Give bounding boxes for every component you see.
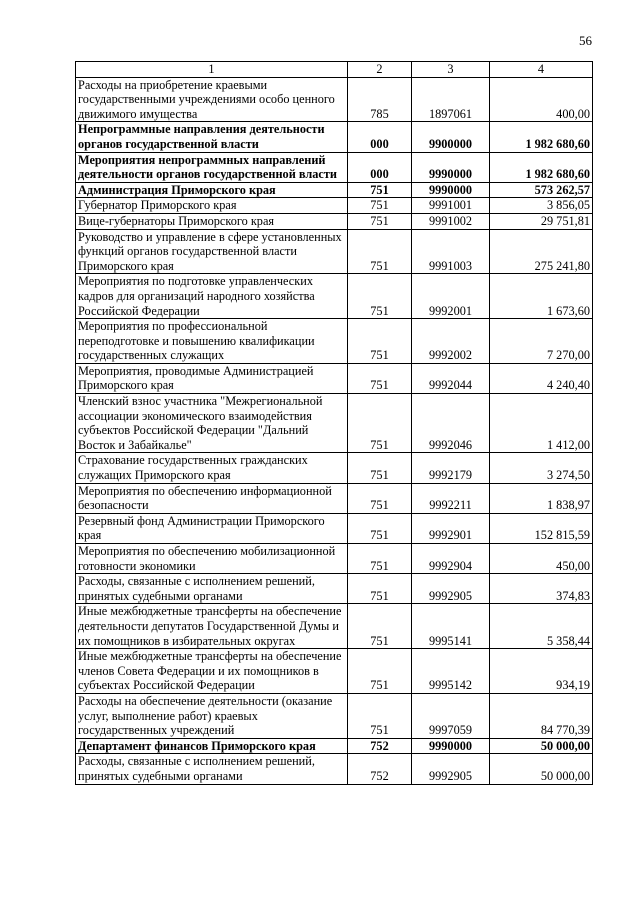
- row-name-cell: Резервный фонд Администрации Приморского края: [76, 513, 348, 543]
- row-ministry-code-cell: 751: [348, 319, 412, 364]
- row-amount-cell: 400,00: [490, 77, 593, 122]
- table-row: [76, 453, 593, 483]
- row-article-code-cell: 9900000: [412, 122, 490, 152]
- row-article-code-cell: 9995142: [412, 649, 490, 694]
- row-article-code-cell: 9992044: [412, 363, 490, 393]
- row-name-cell: Вице-губернаторы Приморского края: [76, 213, 348, 229]
- row-article-code-cell: 1897061: [412, 77, 490, 122]
- row-amount-cell: 573 262,57: [490, 182, 593, 198]
- row-article-code-cell: 9992905: [412, 574, 490, 604]
- table-row: [76, 513, 593, 543]
- row-amount-cell: 50 000,00: [490, 754, 593, 784]
- row-amount-cell: 1 838,97: [490, 483, 593, 513]
- table-row: [76, 213, 593, 229]
- row-amount-cell: 29 751,81: [490, 213, 593, 229]
- table-row: [76, 198, 593, 214]
- row-ministry-code-cell: 751: [348, 213, 412, 229]
- row-name-cell: Членский взнос участника "Межрегиональной ассоциации экономического взаимодействия субъектов Российской Федерации "Дальний Восток и Забайкалье": [76, 394, 348, 453]
- table-row: [76, 229, 593, 274]
- row-name-cell: Администрация Приморского края: [76, 182, 348, 198]
- row-amount-cell: 1 982 680,60: [490, 152, 593, 182]
- table-row: [76, 77, 593, 122]
- table-row: [76, 693, 593, 738]
- row-amount-cell: 7 270,00: [490, 319, 593, 364]
- row-name-cell: Департамент финансов Приморского края: [76, 738, 348, 754]
- row-ministry-code-cell: 751: [348, 182, 412, 198]
- row-name-cell: Расходы, связанные с исполнением решений, принятых судебными органами: [76, 574, 348, 604]
- row-ministry-code-cell: 751: [348, 693, 412, 738]
- row-article-code-cell: 9990000: [412, 738, 490, 754]
- table-row: [76, 754, 593, 784]
- row-article-code-cell: 9992905: [412, 754, 490, 784]
- row-name-cell: Иные межбюджетные трансферты на обеспечение членов Совета Федерации и их помощников в субъектах Российской Федерации: [76, 649, 348, 694]
- row-amount-cell: 3 274,50: [490, 453, 593, 483]
- row-amount-cell: 84 770,39: [490, 693, 593, 738]
- row-article-code-cell: 9992001: [412, 274, 490, 319]
- row-ministry-code-cell: 751: [348, 229, 412, 274]
- row-article-code-cell: 9992002: [412, 319, 490, 364]
- row-name-cell: Губернатор Приморского края: [76, 198, 348, 214]
- row-article-code-cell: 9995141: [412, 604, 490, 649]
- table-row: [76, 394, 593, 453]
- row-article-code-cell: 9991003: [412, 229, 490, 274]
- table-row: [76, 122, 593, 152]
- row-name-cell: Страхование государственных гражданских служащих Приморского края: [76, 453, 348, 483]
- row-article-code-cell: 9992046: [412, 394, 490, 453]
- row-amount-cell: 50 000,00: [490, 738, 593, 754]
- row-name-cell: Мероприятия по профессиональной переподготовке и повышению квалификации государственных служащих: [76, 319, 348, 364]
- row-article-code-cell: 9990000: [412, 152, 490, 182]
- row-amount-cell: 5 358,44: [490, 604, 593, 649]
- table-row: [76, 363, 593, 393]
- row-article-code-cell: 9992179: [412, 453, 490, 483]
- row-ministry-code-cell: 751: [348, 394, 412, 453]
- row-name-cell: Мероприятия по подготовке управленческих кадров для организаций народного хозяйства Российской Федерации: [76, 274, 348, 319]
- table-row: [76, 319, 593, 364]
- row-ministry-code-cell: 751: [348, 453, 412, 483]
- row-amount-cell: 450,00: [490, 544, 593, 574]
- table-row: [76, 574, 593, 604]
- table-row: [76, 544, 593, 574]
- table-row: [76, 152, 593, 182]
- row-article-code-cell: 9991002: [412, 213, 490, 229]
- row-ministry-code-cell: 751: [348, 574, 412, 604]
- row-name-cell: Расходы, связанные с исполнением решений, принятых судебными органами: [76, 754, 348, 784]
- row-ministry-code-cell: 751: [348, 649, 412, 694]
- row-name-cell: Расходы на приобретение краевыми государственными учреждениями особо ценного движимого имущества: [76, 77, 348, 122]
- table-row: [76, 604, 593, 649]
- table-row: [76, 738, 593, 754]
- row-ministry-code-cell: 751: [348, 363, 412, 393]
- row-name-cell: Непрограммные направления деятельности органов государственной власти: [76, 122, 348, 152]
- row-ministry-code-cell: 752: [348, 754, 412, 784]
- row-article-code-cell: 9997059: [412, 693, 490, 738]
- row-ministry-code-cell: 751: [348, 274, 412, 319]
- row-ministry-code-cell: 751: [348, 544, 412, 574]
- row-ministry-code-cell: 785: [348, 77, 412, 122]
- row-name-cell: Мероприятия непрограммных направлений деятельности органов государственной власти: [76, 152, 348, 182]
- column-header-name: 1: [76, 62, 348, 78]
- table-row: [76, 274, 593, 319]
- row-ministry-code-cell: 000: [348, 122, 412, 152]
- row-article-code-cell: 9990000: [412, 182, 490, 198]
- row-name-cell: Руководство и управление в сфере установленных функций органов государственной власти Приморского края: [76, 229, 348, 274]
- row-article-code-cell: 9992901: [412, 513, 490, 543]
- table-row: [76, 483, 593, 513]
- row-name-cell: Мероприятия по обеспечению мобилизационной готовности экономики: [76, 544, 348, 574]
- row-ministry-code-cell: 751: [348, 483, 412, 513]
- column-header-amount: 4: [490, 62, 593, 78]
- row-ministry-code-cell: 751: [348, 604, 412, 649]
- row-name-cell: Иные межбюджетные трансферты на обеспечение деятельности депутатов Государственной Думы и их помощников в избирательных округах: [76, 604, 348, 649]
- row-article-code-cell: 9992904: [412, 544, 490, 574]
- row-amount-cell: 1 412,00: [490, 394, 593, 453]
- row-amount-cell: 275 241,80: [490, 229, 593, 274]
- row-amount-cell: 3 856,05: [490, 198, 593, 214]
- row-name-cell: Мероприятия по обеспечению информационной безопасности: [76, 483, 348, 513]
- row-amount-cell: 934,19: [490, 649, 593, 694]
- row-ministry-code-cell: 751: [348, 513, 412, 543]
- table-body: [76, 62, 593, 785]
- table-row: [76, 649, 593, 694]
- row-ministry-code-cell: 751: [348, 198, 412, 214]
- row-amount-cell: 1 673,60: [490, 274, 593, 319]
- row-amount-cell: 152 815,59: [490, 513, 593, 543]
- row-amount-cell: 1 982 680,60: [490, 122, 593, 152]
- table-row: [76, 182, 593, 198]
- row-ministry-code-cell: 752: [348, 738, 412, 754]
- row-ministry-code-cell: 000: [348, 152, 412, 182]
- row-name-cell: Расходы на обеспечение деятельности (оказание услуг, выполнение работ) краевых государственных учреждений: [76, 693, 348, 738]
- column-header-ministry: 2: [348, 62, 412, 78]
- row-amount-cell: 374,83: [490, 574, 593, 604]
- page-number: 56: [579, 33, 592, 48]
- column-header-article: 3: [412, 62, 490, 78]
- row-name-cell: Мероприятия, проводимые Администрацией Приморского края: [76, 363, 348, 393]
- table-header-row: [76, 62, 593, 78]
- row-article-code-cell: 9992211: [412, 483, 490, 513]
- budget-table: [75, 61, 593, 785]
- row-amount-cell: 4 240,40: [490, 363, 593, 393]
- row-article-code-cell: 9991001: [412, 198, 490, 214]
